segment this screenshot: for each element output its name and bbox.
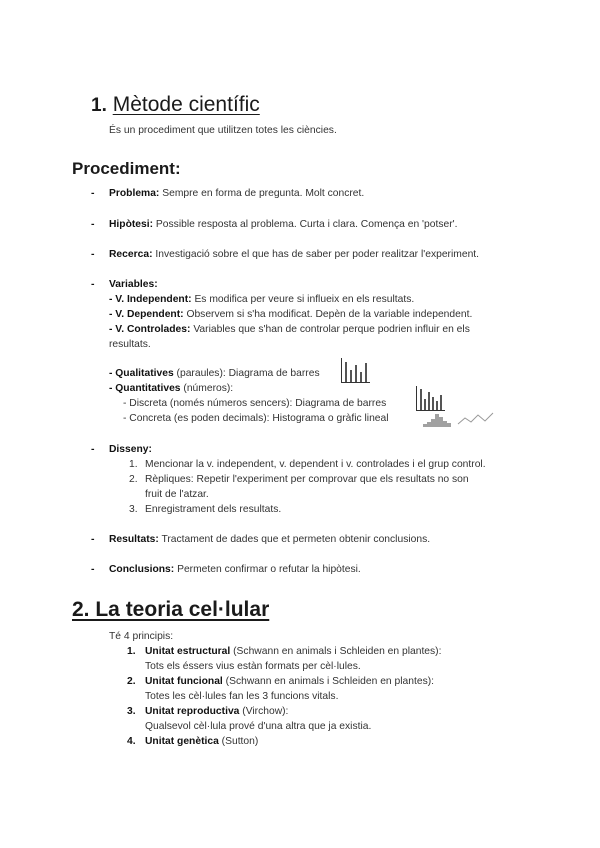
v-independent-label: V. Independent: xyxy=(115,294,192,305)
recerca-item xyxy=(109,249,479,260)
dash-prefix: - xyxy=(109,383,116,394)
hipotesi-item xyxy=(109,219,457,230)
quantitatives-paren: (números): xyxy=(180,383,234,394)
disseny-label: Disseny: xyxy=(109,444,152,455)
section-1-heading xyxy=(91,93,260,117)
bullet-dash: - xyxy=(91,248,95,260)
chart-bar xyxy=(436,401,438,410)
dash-prefix: - xyxy=(109,324,116,335)
resultats-label: Resultats: xyxy=(109,534,159,545)
principle-number: 4. xyxy=(127,736,136,747)
v-controlades-label: V. Controlades: xyxy=(115,324,191,335)
hipotesi-label: Hipòtesi: xyxy=(109,219,154,230)
disseny-step-number: 2. xyxy=(129,474,138,485)
principle-label: Unitat estructural xyxy=(145,646,231,657)
qualitatives-text: : Diagrama de barres xyxy=(222,368,320,379)
bullet-dash: - xyxy=(91,218,95,230)
bullet-dash: - xyxy=(91,187,95,199)
disseny-step-text: Rèpliques: Repetir l'experiment per comprovar que els resultats no son xyxy=(145,474,469,485)
problema-item xyxy=(109,188,364,199)
bar-chart-thumbnail xyxy=(416,386,445,411)
v-controlades-text-2: resultats. xyxy=(109,339,151,350)
v-dependent-text: Observem si s'ha modificat. Depèn de la variable independent. xyxy=(183,309,473,320)
chart-bar xyxy=(345,362,347,382)
recerca-label: Recerca: xyxy=(109,249,153,260)
principle-paren: (Schwann en animals i Schleiden en plantes): xyxy=(230,646,442,657)
resultats-text: Tractament de dades que et permeten obtenir conclusions. xyxy=(158,534,431,545)
bullet-dash: - xyxy=(91,443,95,455)
histogram-thumbnail xyxy=(420,411,450,427)
section-1-intro: És un procediment que utilitzen totes les ciències. xyxy=(109,125,337,136)
section-2-intro: Té 4 principis: xyxy=(109,631,174,642)
principle-number: 3. xyxy=(127,706,136,717)
principle-number: 2. xyxy=(127,676,136,687)
disseny-step-text: Mencionar la v. independent, v. dependent i v. controlades i el grup control. xyxy=(145,459,486,470)
chart-bar xyxy=(424,399,426,410)
disseny-step-number: 3. xyxy=(129,504,138,515)
chart-bar xyxy=(432,397,434,410)
bullet-dash: - xyxy=(91,278,95,290)
problema-label: Problema: xyxy=(109,188,160,199)
quantitatives-item xyxy=(109,383,233,394)
v-independent-item xyxy=(109,294,414,305)
chart-bar xyxy=(355,365,357,382)
concreta-item: - Concreta (es poden decimals): Histograma o gràfic lineal xyxy=(123,413,389,424)
principle-number: 1. xyxy=(127,646,136,657)
bullet-dash: - xyxy=(91,563,95,575)
recerca-text: Investigació sobre el que has de saber per poder realitzar l'experiment. xyxy=(152,249,480,260)
principle-heading xyxy=(145,646,441,657)
conclusions-item xyxy=(109,564,361,575)
v-controlades-item xyxy=(109,324,470,335)
problema-text: Sempre en forma de pregunta. Molt concret. xyxy=(159,188,365,199)
disseny-step-text-2: fruit de l'atzar. xyxy=(145,489,209,500)
chart-bar xyxy=(365,363,367,382)
section-1-number: 1. xyxy=(91,95,107,116)
principle-text: Tots els éssers vius estàn formats per cèl·lules. xyxy=(145,661,361,672)
section-2-title: 2. La teoria cel·lular xyxy=(72,598,270,621)
chart-bar xyxy=(350,370,352,382)
conclusions-text: Permeten confirmar o refutar la hipòtesi. xyxy=(174,564,361,575)
qualitatives-label: Qualitatives xyxy=(115,368,174,379)
v-dependent-item xyxy=(109,309,472,320)
dash-prefix: - xyxy=(109,309,116,320)
bar-chart-thumbnail xyxy=(341,358,370,383)
v-dependent-label: V. Dependent: xyxy=(115,309,184,320)
discreta-item: - Discreta (només números sencers): Diagrama de barres xyxy=(123,398,387,409)
principle-heading xyxy=(145,706,288,717)
principle-label: Unitat reproductiva xyxy=(145,706,240,717)
principle-label: Unitat funcional xyxy=(145,676,223,687)
quantitatives-label: Quantitatives xyxy=(115,383,181,394)
principle-label: Unitat genètica xyxy=(145,736,219,747)
v-controlades-text: Variables que s'han de controlar perque podrien influir en els xyxy=(190,324,470,335)
principle-paren: (Schwann en animals i Schleiden en plantes): xyxy=(222,676,435,687)
conclusions-label: Conclusions: xyxy=(109,564,175,575)
qualitatives-paren: (paraules) xyxy=(173,368,223,379)
procediment-heading: Procediment: xyxy=(72,159,181,178)
chart-bar xyxy=(420,389,422,410)
bullet-dash: - xyxy=(91,533,95,545)
principle-paren: (Sutton) xyxy=(218,736,259,747)
variables-label: Variables: xyxy=(109,279,158,290)
disseny-step-number: 1. xyxy=(129,459,138,470)
disseny-step-text: Enregistrament dels resultats. xyxy=(145,504,282,515)
dash-prefix: - xyxy=(109,294,116,305)
principle-paren: (Virchow): xyxy=(239,706,289,717)
qualitatives-item xyxy=(109,368,320,379)
principle-text: Qualsevol cèl·lula prové d'una altra que ja existia. xyxy=(145,721,372,732)
v-independent-text: Es modifica per veure si influeix en els resultats. xyxy=(191,294,415,305)
chart-bar xyxy=(447,423,451,427)
principle-text: Totes les cèl·lules fan les 3 funcions vitals. xyxy=(145,691,339,702)
principle-heading xyxy=(145,736,258,747)
chart-bar xyxy=(440,395,442,410)
chart-bar xyxy=(360,372,362,382)
chart-bar xyxy=(428,392,430,410)
principle-heading xyxy=(145,676,434,687)
dash-prefix: - xyxy=(109,368,116,379)
resultats-item xyxy=(109,534,430,545)
hipotesi-text: Possible resposta al problema. Curta i clara. Comença en 'potser'. xyxy=(153,219,458,230)
section-1-title: Mètode científic xyxy=(112,93,260,116)
line-graph-thumbnail xyxy=(456,410,496,428)
